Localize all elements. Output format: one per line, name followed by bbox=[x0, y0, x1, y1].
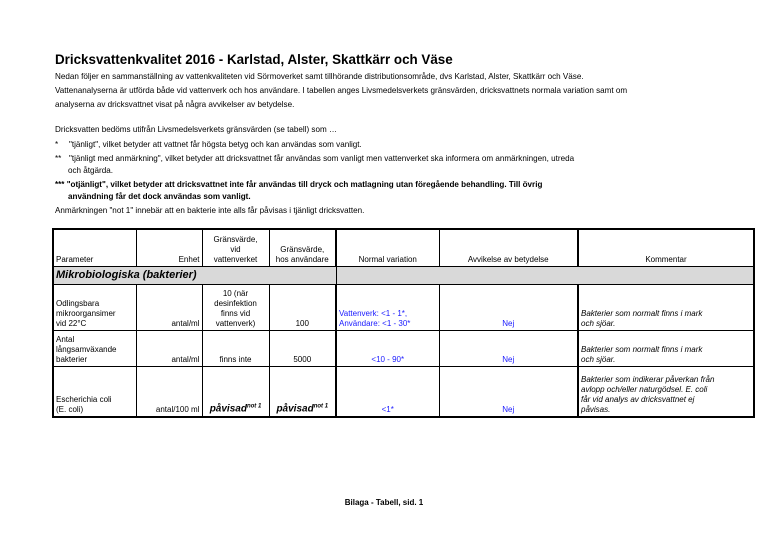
cell-parameter bbox=[53, 367, 136, 417]
section-row bbox=[53, 267, 754, 285]
header-comment: Kommentar bbox=[578, 229, 754, 267]
section-label bbox=[53, 267, 336, 285]
cell-unit: antal/100 ml bbox=[136, 367, 202, 417]
limit-plant-line: vattenverk) bbox=[215, 319, 256, 328]
page-footer: Bilaga - Tabell, sid. 1 bbox=[344, 498, 424, 507]
comment-line: Bakterier som normalt finns i mark bbox=[581, 309, 703, 318]
section-filler bbox=[336, 267, 754, 285]
cell-comment bbox=[578, 331, 754, 367]
limit-plant-note: not 1 bbox=[246, 403, 262, 410]
cell-deviation: Nej bbox=[439, 331, 578, 367]
param-line: långsamväxande bbox=[56, 345, 117, 354]
water-quality-table bbox=[52, 228, 755, 418]
cell-limit-plant: finns inte bbox=[202, 331, 269, 367]
note-marker: * bbox=[55, 140, 59, 149]
note-text: "tjänligt med anmärkning", vilket betyder att dricksvattnet får användas som vanligt men vattenverket ska informera om anmärkningen, utreda bbox=[69, 154, 575, 163]
limit-plant-line: 10 (när bbox=[222, 289, 249, 298]
intro-line-2: Vattenanalyserna är utförda både vid vattenverk och hos användare. I tabellen anges Livsmedelsverkets gränsvärden, dricksvattnets normala variation samt om bbox=[55, 86, 628, 95]
header-limit-user-line: Gränsvärde, bbox=[280, 245, 325, 254]
cell-comment bbox=[578, 285, 754, 331]
note-otjanligt-cont: användning får det dock användas som vanligt. bbox=[68, 192, 251, 201]
comment-line: får vid analys av dricksvattnet ej bbox=[581, 394, 695, 404]
table-row bbox=[53, 285, 754, 331]
note-tjanligt bbox=[55, 140, 362, 150]
cell-normal: <10 - 90* bbox=[336, 331, 439, 367]
header-limit-plant bbox=[202, 229, 269, 267]
comment-line: och sjöar. bbox=[581, 319, 616, 328]
cell-deviation: Nej bbox=[439, 285, 578, 331]
note-otjanligt: *** "otjänligt", vilket betyder att dricksvattnet inte får användas till dryck och matlagning utan föregående behandling. Till övrig bbox=[55, 180, 543, 189]
header-unit: Enhet bbox=[136, 229, 202, 267]
param-line: bakterier bbox=[56, 355, 88, 364]
limit-user-note: not 1 bbox=[313, 403, 329, 410]
cell-comment bbox=[578, 367, 754, 417]
param-line: Antal bbox=[56, 335, 75, 344]
param-line: mikroorgansimer bbox=[56, 309, 116, 318]
note-anmarkning bbox=[55, 154, 574, 164]
comment-line: Bakterier som indikerar påverkan från bbox=[581, 374, 715, 384]
intro-line-1: Nedan följer en sammanställning av vattenkvaliteten vid Sörmoverket samt tillhörande distributionsområde, dvs Karlstad, Alster, Skattkärr och Väse. bbox=[55, 72, 584, 81]
note-text: "tjänligt", vilket betyder att vattnet får högsta betyg och kan användas som vanligt. bbox=[69, 140, 362, 149]
cell-limit-user bbox=[269, 367, 336, 417]
note-marker: ** bbox=[55, 154, 62, 163]
cell-unit: antal/ml bbox=[136, 331, 202, 367]
param-line: Escherichia coli bbox=[56, 394, 112, 404]
limit-user-value: påvisad bbox=[276, 403, 314, 415]
cell-deviation: Nej bbox=[439, 367, 578, 417]
header-limit-plant-line: Gränsvärde, bbox=[213, 235, 258, 244]
intro-line-3: analyserna av dricksvattnet visat på några avvikelser av betydelse. bbox=[55, 100, 295, 109]
cell-normal bbox=[336, 285, 439, 331]
cell-normal: <1* bbox=[336, 367, 439, 417]
page-title: Dricksvattenkvalitet 2016 - Karlstad, Alster, Skattkärr och Väse bbox=[55, 52, 453, 67]
assessment-intro: Dricksvatten bedöms utifrån Livsmedelsverkets gränsvärden (se tabell) som … bbox=[55, 125, 338, 134]
header-limit-plant-line: vattenverket bbox=[213, 255, 258, 264]
header-deviation: Avvikelse av betydelse bbox=[439, 229, 578, 267]
header-normal: Normal variation bbox=[336, 229, 439, 267]
param-line: vid 22°C bbox=[56, 319, 87, 328]
header-limit-user bbox=[269, 229, 336, 267]
comment-line: påvisas. bbox=[581, 404, 611, 414]
comment-line: avlopp och/eller naturgödsel. E. coli bbox=[581, 384, 708, 394]
note-anmarkning-cont: och åtgärda. bbox=[68, 166, 113, 175]
limit-plant-value: påvisad bbox=[209, 403, 247, 415]
cell-unit: antal/ml bbox=[136, 285, 202, 331]
table-header-row bbox=[53, 229, 754, 267]
table-row bbox=[53, 367, 754, 417]
header-parameter: Parameter bbox=[53, 229, 136, 267]
limit-plant-line: finns vid bbox=[220, 309, 251, 318]
param-line: Odlingsbara bbox=[56, 299, 100, 308]
comment-line: Bakterier som normalt finns i mark bbox=[581, 345, 703, 354]
note-not1: Anmärkningen "not 1" innebär att en bakterie inte alls får påvisas i tjänligt dricksvatten. bbox=[55, 206, 365, 215]
header-limit-plant-line: vid bbox=[230, 245, 241, 254]
cell-limit-plant bbox=[202, 285, 269, 331]
comment-line: och sjöar. bbox=[581, 355, 616, 364]
section-title: Mikrobiologiska (bakterier) bbox=[56, 269, 197, 281]
cell-limit-user: 5000 bbox=[269, 331, 336, 367]
normal-line: Vattenverk: <1 - 1*, bbox=[339, 309, 408, 318]
limit-plant-line: desinfektion bbox=[214, 299, 257, 308]
cell-limit-plant bbox=[202, 367, 269, 417]
header-limit-user-line: hos användare bbox=[275, 255, 329, 264]
param-line: (E. coli) bbox=[56, 404, 84, 414]
cell-limit-user: 100 bbox=[269, 285, 336, 331]
normal-line: Användare: <1 - 30* bbox=[339, 319, 411, 328]
cell-parameter bbox=[53, 331, 136, 367]
cell-parameter bbox=[53, 285, 136, 331]
table-row bbox=[53, 331, 754, 367]
